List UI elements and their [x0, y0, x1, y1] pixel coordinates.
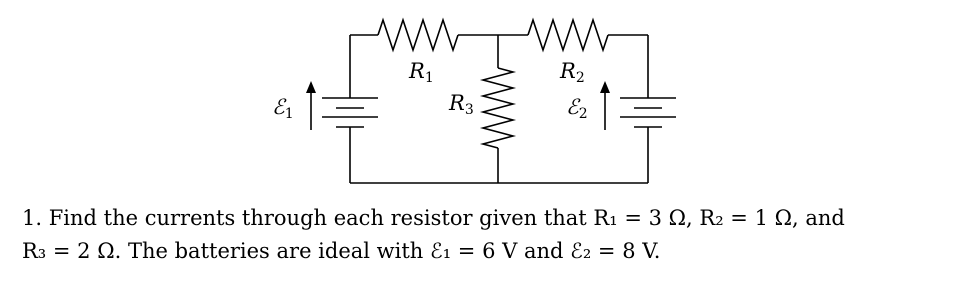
battery-e2	[620, 98, 676, 127]
resistor-r3	[483, 68, 513, 148]
label-r3: R3	[449, 91, 474, 118]
label-e2: ℰ2	[566, 95, 588, 122]
label-e1: ℰ1	[272, 95, 294, 122]
problem-line-2: R₃ = 2 Ω. The batteries are ideal with ℰ₁ = 6 V and ℰ₂ = 8 V.	[22, 239, 661, 263]
battery-e1	[322, 98, 378, 127]
label-r1: R1	[409, 59, 434, 86]
arrow-e1-icon	[306, 81, 316, 130]
problem-line-1: 1. Find the currents through each resistor given that R₁ = 3 Ω, R₂ = 1 Ω, and	[22, 206, 845, 230]
arrow-e2-icon	[600, 81, 610, 130]
resistor-r2	[528, 20, 608, 50]
problem-statement	[22, 202, 947, 268]
label-r2: R2	[560, 59, 585, 86]
resistor-r1	[378, 20, 458, 50]
